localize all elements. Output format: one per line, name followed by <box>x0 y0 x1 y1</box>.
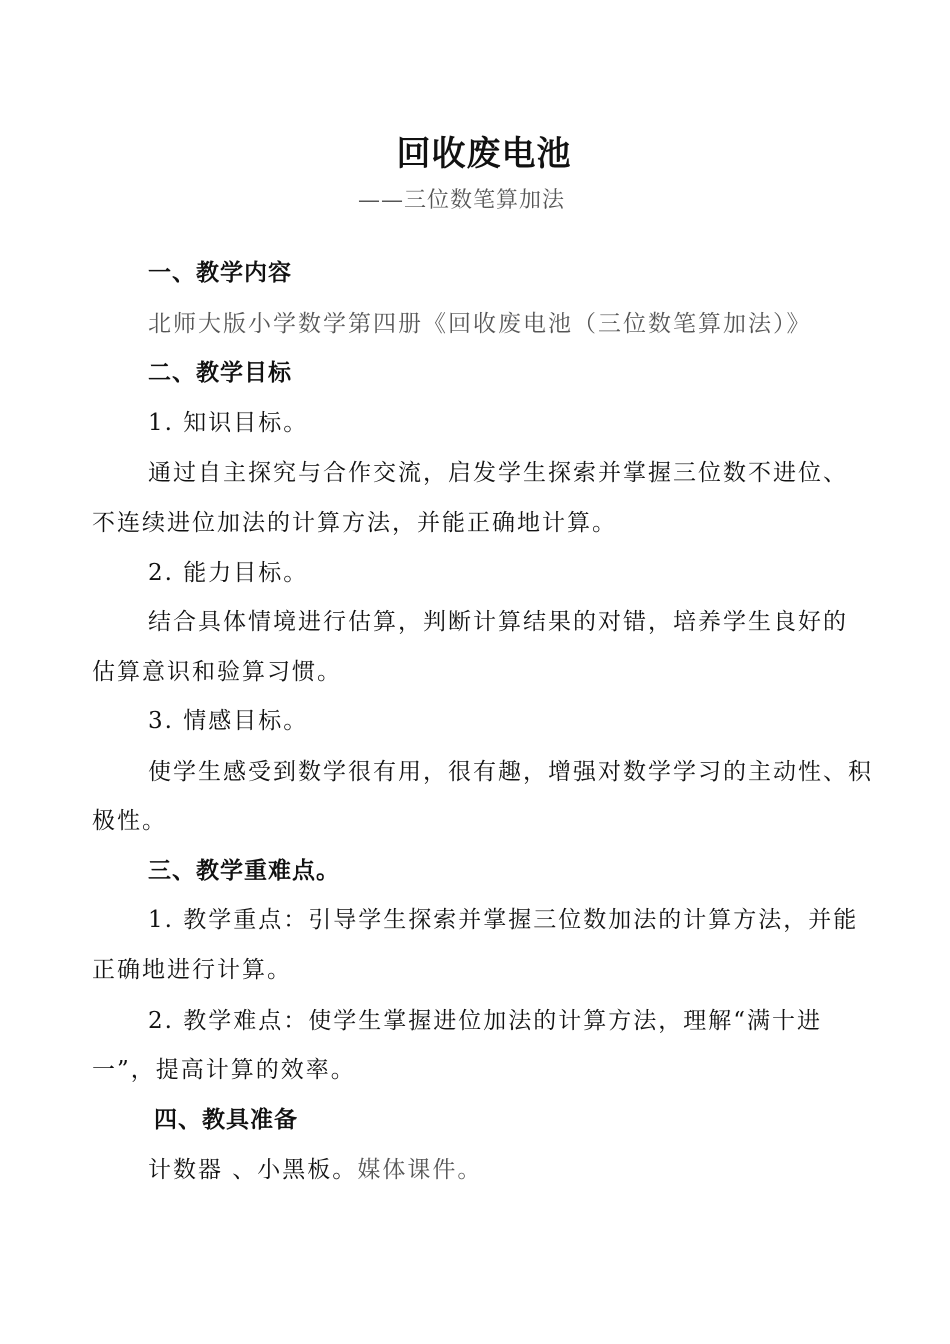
emotion-objective-line-1: 使学生感受到数学很有用，很有趣，增强对数学学习的主动性、积 <box>148 759 873 785</box>
materials-line <box>148 1155 482 1185</box>
emotion-objective-label: 3. 情感目标。 <box>148 708 309 734</box>
key-point-line-2: 正确地进行计算。 <box>92 957 292 983</box>
content-text: 北师大版小学数学第四册《回收废电池（三位数笔算加法）》 <box>148 311 812 337</box>
emotion-objective-line-2: 极性。 <box>92 808 167 834</box>
knowledge-objective-line-1: 通过自主探究与合作交流，启发学生探索并掌握三位数不进位、 <box>148 460 848 486</box>
difficulty-line-2: 一”，提高计算的效率。 <box>92 1057 356 1083</box>
knowledge-objective-line-2: 不连续进位加法的计算方法，并能正确地计算。 <box>92 510 617 536</box>
key-point-line-1: 1. 教学重点：引导学生探索并掌握三位数加法的计算方法，并能 <box>148 907 859 933</box>
materials-media: 媒体课件。 <box>357 1157 483 1183</box>
ability-objective-line-1: 结合具体情境进行估算，判断计算结果的对错，培养学生良好的 <box>148 609 848 635</box>
document-title: 回收废电池 <box>396 134 572 174</box>
knowledge-objective-label: 1. 知识目标。 <box>148 410 309 436</box>
section-heading-materials: 四、教具准备 <box>154 1107 298 1133</box>
section-heading-key-points: 三、教学重难点。 <box>148 858 340 884</box>
section-heading-objectives: 二、教学目标 <box>148 360 292 386</box>
materials-items: 计数器 、小黑板。 <box>148 1157 358 1183</box>
document-subtitle: ——三位数笔算加法 <box>358 188 566 213</box>
ability-objective-label: 2. 能力目标。 <box>148 560 309 586</box>
ability-objective-line-2: 估算意识和验算习惯。 <box>92 659 342 685</box>
difficulty-line-1: 2. 教学难点：使学生掌握进位加法的计算方法，理解“满十进 <box>148 1008 823 1034</box>
section-heading-content: 一、教学内容 <box>148 260 292 286</box>
